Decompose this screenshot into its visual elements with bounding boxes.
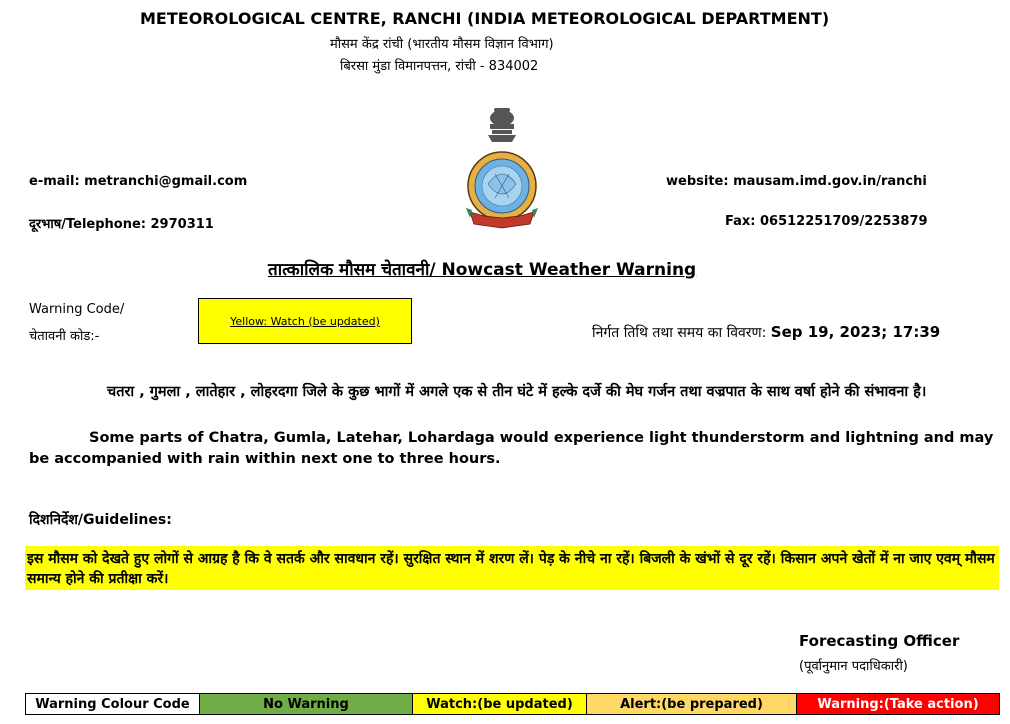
issue-value: Sep 19, 2023; 17:39 — [770, 323, 941, 341]
warning-code-label-hi: चेतावनी कोड:- — [29, 329, 100, 344]
warning-code-badge — [198, 298, 412, 344]
legend-item-colour-code: Warning Colour Code — [26, 694, 199, 714]
header-title-hi: मौसम केंद्र रांची (भारतीय मौसम विज्ञान विभाग) — [330, 37, 554, 52]
guidelines-text: इस मौसम को देखते हुए लोगों से आग्रह है कि वे सतर्क और सावधान रहें। सुरक्षित स्थान में शरण लें। पेड़ के नीचे ना रहें। बिजली के खंभों से दूर रहें। किसान अपने खेतों में ना जाए एवम् मौसम समान्य होने की प्रतीक्षा करें। — [25, 546, 999, 590]
contact-email: e-mail: metranchi@gmail.com — [29, 174, 248, 189]
issue-label: निर्गत तिथि तथा समय का विवरण: — [592, 325, 767, 341]
legend-item-watch: Watch:(be updated) — [412, 694, 586, 714]
warning-title: तात्कालिक मौसम चेतावनी/ Nowcast Weather Warning — [268, 260, 697, 280]
legend-item-alert: Alert:(be prepared) — [586, 694, 796, 714]
warning-text-en — [29, 428, 997, 470]
warning-colour-legend — [25, 693, 1000, 715]
legend-item-warning: Warning:(Take action) — [796, 694, 999, 714]
issue-datetime — [592, 323, 940, 342]
contact-website: website: mausam.imd.gov.in/ranchi — [666, 174, 927, 189]
officer-title-hi: (पूर्वानुमान पदाधिकारी) — [799, 659, 908, 674]
guidelines-heading: दिशनिर्देश/Guidelines: — [29, 512, 172, 528]
contact-telephone: दूरभाष/Telephone: 2970311 — [29, 217, 214, 232]
legend-item-no-warning: No Warning — [199, 694, 412, 714]
warning-text-hi-content: चतरा , गुमला , लातेहार , लोहरदगा जिले के कुछ भागों में अगले एक से तीन घंटे में हल्के दर्जे की मेघ गर्जन तथा वज्रपात के साथ वर्षा होने की संभावना है। — [107, 384, 927, 400]
warning-text-hi — [29, 382, 997, 403]
header-address: बिरसा मुंडा विमानपत्तन, रांची - 834002 — [340, 59, 539, 74]
imd-emblem-icon — [462, 104, 542, 232]
warning-text-en-content: Some parts of Chatra, Gumla, Latehar, Lohardaga would experience light thunderstorm and lightning and may be accompanied with rain within next one to three hours. — [29, 430, 994, 467]
contact-fax: Fax: 06512251709/2253879 — [725, 214, 928, 229]
officer-title-en: Forecasting Officer — [799, 632, 960, 650]
warning-code-label-en: Warning Code/ — [29, 302, 125, 317]
warning-code-value: Yellow: Watch (be updated) — [230, 314, 380, 328]
header-title-en: METEOROLOGICAL CENTRE, RANCHI (INDIA METEOROLOGICAL DEPARTMENT) — [140, 9, 830, 28]
